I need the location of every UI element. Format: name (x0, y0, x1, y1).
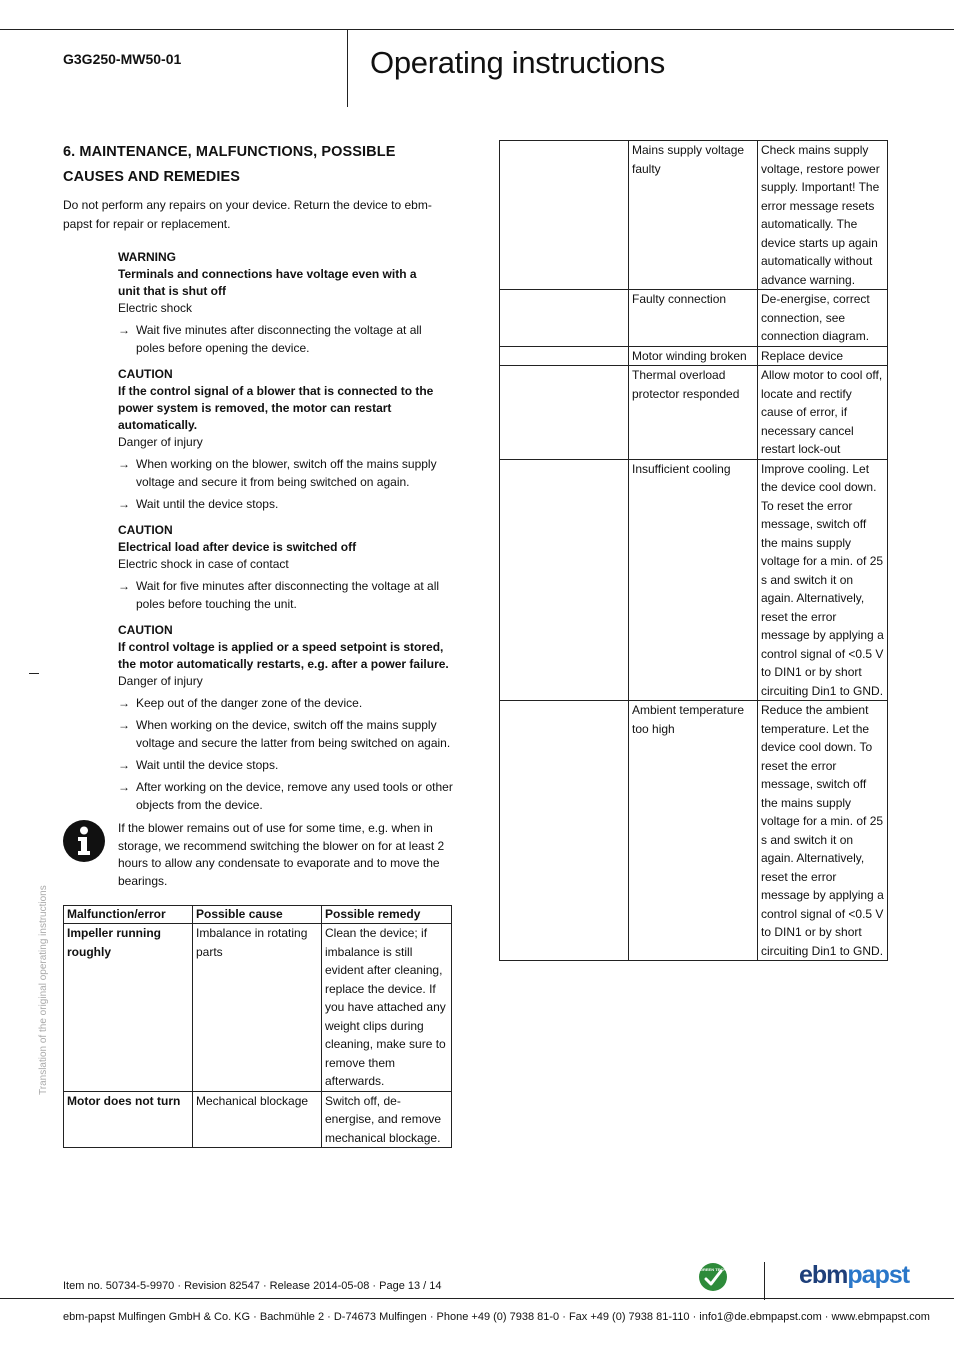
table-row (500, 290, 888, 347)
maintenance-section (63, 140, 453, 890)
instruction-step (118, 495, 453, 513)
step-text: Keep out of the danger zone of the device. (136, 696, 363, 710)
table-header-row (64, 906, 452, 924)
section-heading-line1: 6. MAINTENANCE, MALFUNCTIONS, POSSIBLE (63, 144, 396, 160)
instruction-step (118, 716, 453, 752)
logo-part-ebm: ebm (799, 1261, 848, 1289)
remedy-cell: Replace device (758, 346, 888, 366)
item-info: Item no. 50734-5-9970 · Revision 82547 · Release 2014-05-08 · Page 13 / 14 (63, 1280, 442, 1292)
side-note: Translation of the original operating instructions (38, 885, 49, 1095)
table-row (500, 346, 888, 366)
header-divider (347, 29, 348, 107)
malfunction-cell: Motor does not turn (64, 1091, 193, 1148)
caution-block (118, 522, 453, 613)
arrow-icon: → (118, 457, 130, 471)
step-text: After working on the device, remove any used tools or other objects from the device. (136, 780, 453, 812)
warning-block (118, 249, 453, 357)
logo-divider (764, 1262, 765, 1300)
company-footer: ebm-papst Mulfingen GmbH & Co. KG · Bachmühle 2 · D-74673 Mulfingen · Phone +49 (0) 7938 81-0 · Fax +49 (0) 7938 81-110 · info1@de.ebmpapst.com · www.ebmpapst.com (63, 1311, 930, 1323)
instruction-step (118, 778, 453, 814)
greentech-badge-icon (698, 1262, 728, 1292)
caution-block (118, 622, 453, 814)
table-row (500, 366, 888, 460)
malfunction-cell: Impeller running roughly (64, 924, 193, 1092)
arrow-icon: → (118, 323, 130, 337)
section-heading (63, 140, 453, 190)
signal-word: CAUTION (118, 623, 173, 637)
instruction-step (118, 455, 453, 491)
remedy-cell: Reduce the ambient temperature. Let the device cool down. To reset the error message, switch off the mains supply voltage for a min. of 25 s and switch it on again. Alternatively, reset the error message by applying a control signal of <0.5 V to DIN1 or by short circuiting Din1 to GND. (758, 701, 888, 961)
malfunction-table-continued (499, 140, 888, 961)
step-text: When working on the blower, switch off the mains supply voltage and secure it from being switched on again. (136, 457, 437, 489)
cause-cell: Insufficient cooling (629, 459, 758, 701)
hazard-text: If the control signal of a blower that is connected to the power system is removed, the motor can restart automatically. (118, 384, 434, 432)
table-row (500, 459, 888, 701)
cause-cell: Mechanical blockage (193, 1091, 322, 1148)
page-title: Operating instructions (370, 45, 665, 80)
caution-block (118, 366, 453, 513)
arrow-icon: → (118, 497, 130, 511)
remedy-cell: Switch off, de-energise, and remove mechanical blockage. (322, 1091, 452, 1148)
arrow-icon: → (118, 696, 130, 710)
table-row (64, 1091, 452, 1148)
info-note (63, 820, 453, 890)
malfunction-cell (500, 346, 629, 366)
margin-mark (29, 673, 39, 674)
malfunction-cell (500, 290, 629, 347)
signal-word: CAUTION (118, 367, 173, 381)
instruction-step (118, 756, 453, 774)
malfunction-cell (500, 366, 629, 460)
arrow-icon: → (118, 758, 130, 772)
hazard-text: Electrical load after device is switched off (118, 540, 357, 554)
instruction-step (118, 577, 453, 613)
step-text: Wait for five minutes after disconnecting the voltage at all poles before touching the unit. (136, 579, 440, 611)
hazard-text: Terminals and connections have voltage even with a unit that is shut off (118, 267, 417, 298)
cause-cell: Motor winding broken (629, 346, 758, 366)
remedy-cell: Check mains supply voltage, restore power supply. Important! The error message resets automatically. The device starts up again automatically without advance warning. (758, 141, 888, 290)
cause-cell: Ambient temperature too high (629, 701, 758, 961)
cause-cell: Mains supply voltage faulty (629, 141, 758, 290)
instruction-step (118, 321, 453, 357)
table-row (500, 701, 888, 961)
section-heading-line2: CAUSES AND REMEDIES (63, 169, 240, 185)
remedy-cell: Clean the device; if imbalance is still evident after cleaning, replace the device. If you have attached any weight clips during cleaning, make sure to remove them afterwards. (322, 924, 452, 1092)
malfunction-table (63, 905, 452, 1148)
info-icon (63, 820, 105, 862)
column-header: Malfunction/error (64, 906, 193, 924)
ebmpapst-logo (799, 1259, 909, 1291)
remedy-cell: Allow motor to cool off, locate and rectify cause of error, if necessary cancel restart lock-out (758, 366, 888, 460)
step-text: When working on the device, switch off the mains supply voltage and secure the latter from being switched on again. (136, 718, 451, 750)
step-text: Wait until the device stops. (136, 497, 279, 511)
malfunction-cell (500, 141, 629, 290)
malfunction-cell (500, 459, 629, 701)
consequence-text: Danger of injury (118, 674, 203, 688)
greentech-label: GREEN TECH (699, 1267, 727, 1272)
malfunction-cell (500, 701, 629, 961)
arrow-icon: → (118, 579, 130, 593)
cause-cell: Faulty connection (629, 290, 758, 347)
signal-word: CAUTION (118, 523, 173, 537)
arrow-icon: → (118, 718, 130, 732)
hazard-text: If control voltage is applied or a speed setpoint is stored, the motor automatically restarts, e.g. after a power failure. (118, 640, 449, 671)
instruction-step (118, 694, 453, 712)
table-row (64, 924, 452, 1092)
arrow-icon: → (118, 780, 130, 794)
intro-paragraph: Do not perform any repairs on your device. Return the device to ebm-papst for repair or replacement. (63, 198, 432, 231)
column-header: Possible cause (193, 906, 322, 924)
consequence-text: Electric shock (118, 301, 193, 315)
note-text: If the blower remains out of use for some time, e.g. when in storage, we recommend switching the blower on for at least 2 hours to allow any condensate to evaporate and to move the bearings. (118, 821, 445, 888)
column-header: Possible remedy (322, 906, 452, 924)
step-text: Wait until the device stops. (136, 758, 279, 772)
footer-rule (0, 1298, 954, 1299)
cause-cell: Thermal overload protector responded (629, 366, 758, 460)
remedy-cell: De-energise, correct connection, see connection diagram. (758, 290, 888, 347)
remedy-cell: Improve cooling. Let the device cool down. To reset the error message, switch off the mains supply voltage for a min. of 25 s and switch it on again. Alternatively, reset the error message by applying a control signal of <0.5 V to DIN1 or by short circuiting Din1 to GND. (758, 459, 888, 701)
signal-word: WARNING (118, 250, 176, 264)
consequence-text: Electric shock in case of contact (118, 557, 289, 571)
logo-part-papst: papst (847, 1261, 910, 1289)
consequence-text: Danger of injury (118, 435, 203, 449)
model-number: G3G250-MW50-01 (63, 51, 182, 67)
step-text: Wait five minutes after disconnecting the voltage at all poles before opening the device. (136, 323, 422, 355)
table-row (500, 141, 888, 290)
cause-cell: Imbalance in rotating parts (193, 924, 322, 1092)
header-top-rule (0, 29, 954, 30)
